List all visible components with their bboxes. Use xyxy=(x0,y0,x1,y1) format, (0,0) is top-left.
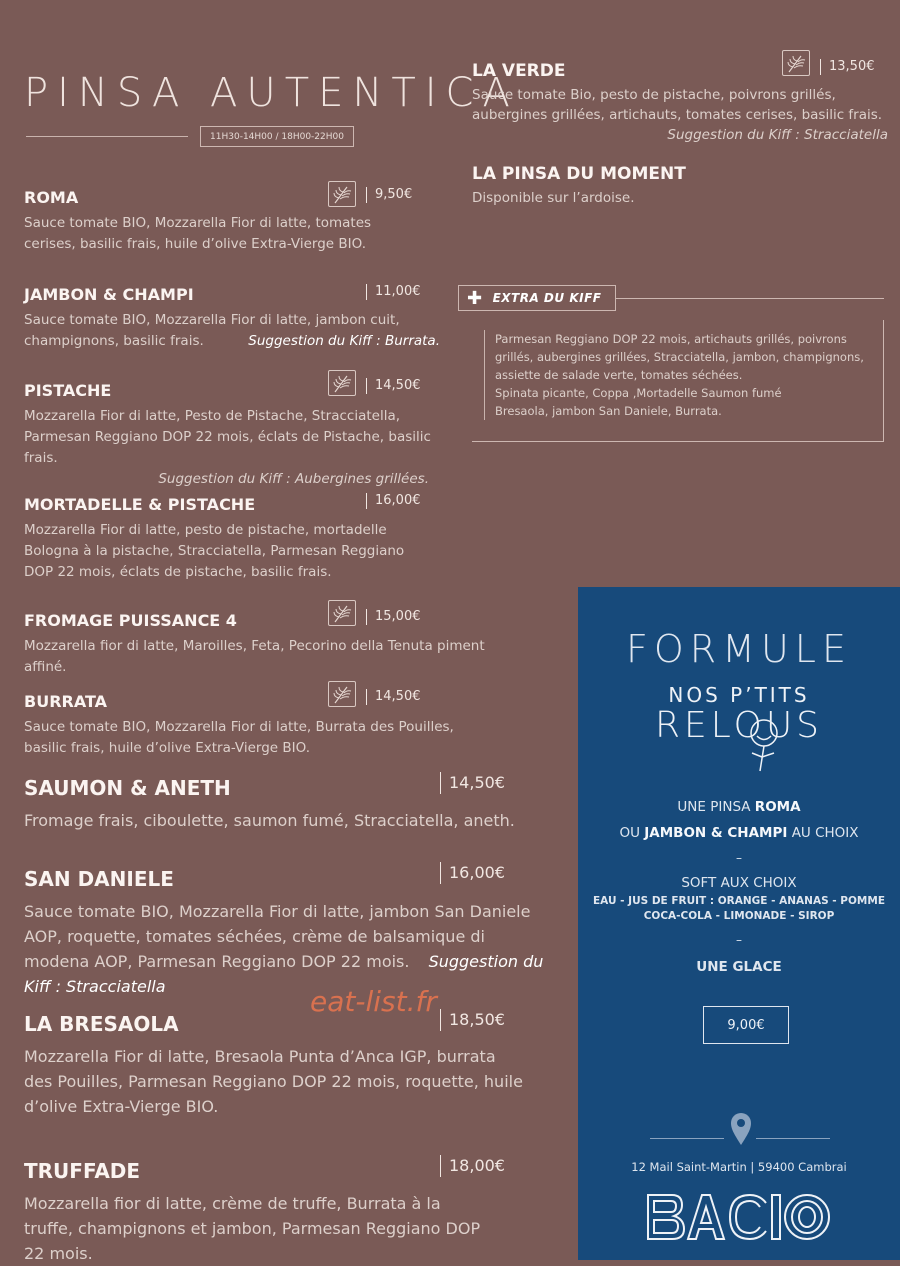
formule-separator: – xyxy=(736,851,742,865)
menu-item-pistache xyxy=(24,381,544,490)
item-desc: Sauce tomate Bio, pesto de pistache, poivrons grillés, aubergines grillées, artichauts, tomates cerises, basilic frais. xyxy=(472,87,883,123)
formule-glace: UNE GLACE xyxy=(696,959,782,975)
menu-item-burrata xyxy=(24,692,544,759)
menu-item-pinsa-du-moment xyxy=(472,164,888,208)
veggie-leaf-icon xyxy=(328,600,356,626)
item-price: 9,50€ xyxy=(366,187,412,203)
formule-line-choice xyxy=(578,825,900,841)
formule-title: FORMULE xyxy=(626,627,852,671)
item-name: LA PINSA DU MOMENT xyxy=(472,164,686,184)
item-price: 14,50€ xyxy=(440,772,505,794)
veggie-leaf-icon xyxy=(328,681,356,707)
page-title: PINSA AUTENTICA xyxy=(24,70,519,116)
bacio-logo xyxy=(644,1191,834,1243)
brand-text: BACIO xyxy=(644,1191,648,1192)
menu-item-fromage-puissance-4 xyxy=(24,611,544,678)
formule-subtitle-top: NOS P’TITS xyxy=(668,683,810,707)
item-name: MORTADELLE & PISTACHE xyxy=(24,495,256,514)
formule-price: 9,00€ xyxy=(703,1006,789,1044)
item-price: 14,50€ xyxy=(366,689,421,705)
item-name: BURRATA xyxy=(24,692,108,711)
formule-subtitle-bottom: RELOUS xyxy=(654,705,824,746)
item-desc-block xyxy=(24,899,554,999)
item-suggestion: Suggestion du Kiff : Stracciatella xyxy=(24,952,544,996)
veggie-leaf-icon xyxy=(328,370,356,396)
item-suggestion: Suggestion du Kiff : Aubergines grillées. xyxy=(158,471,429,487)
item-desc: Mozzarella fior di latte, Maroilles, Feta, Pecorino della Tenuta piment affiné. xyxy=(24,638,485,675)
list-item: Bresaola, jambon San Daniele, Burrata. xyxy=(484,402,874,420)
menu-item-san-daniele xyxy=(24,867,544,999)
item-name: LA BRESAOLA xyxy=(24,1012,179,1036)
item-desc-block xyxy=(24,310,444,352)
formule-drinks-2: COCA-COLA - LIMONADE - SIROP xyxy=(643,910,835,922)
veggie-leaf-icon xyxy=(328,181,356,207)
item-name: LA VERDE xyxy=(472,61,566,81)
extra-list xyxy=(484,330,874,420)
veggie-leaf-icon xyxy=(782,50,810,76)
smiley-icon xyxy=(744,715,784,773)
item-price: 16,00€ xyxy=(366,493,421,509)
item-desc: Disponible sur l’ardoise. xyxy=(472,190,635,206)
item-desc: Sauce tomate BIO, Mozzarella Fior di latte, tomates cerises, basilic frais, huile d’olive Extra-Vierge BIO. xyxy=(24,215,372,252)
formule-bold: ROMA xyxy=(754,799,801,815)
item-price: 11,00€ xyxy=(366,284,421,300)
formule-text: AU CHOIX xyxy=(787,825,859,841)
item-price: 16,00€ xyxy=(440,862,505,884)
address-divider-right xyxy=(756,1138,830,1139)
item-desc: Mozzarella Fior di latte, pesto de pistache, mortadelle Bologna à la pistache, Stracciatella, Parmesan Reggiano DOP 22 mois, éclats de pistache, basilic frais. xyxy=(24,522,405,580)
item-name: FROMAGE PUISSANCE 4 xyxy=(24,611,237,630)
menu-item-mortadelle-pistache xyxy=(24,495,544,583)
list-item: Parmesan Reggiano DOP 22 mois, artichauts grillés, poivrons grillés, aubergines grillées, Stracciatella, jambon, champignons, assiette de salade verte, tomates séchées. xyxy=(484,330,874,384)
extra-title: EXTRA DU KIFF xyxy=(492,291,602,305)
formule-bold: JAMBON & CHAMPI xyxy=(644,825,788,841)
address-divider-left xyxy=(650,1138,724,1139)
item-name: JAMBON & CHAMPI xyxy=(24,285,194,304)
address: 12 Mail Saint-Martin | 59400 Cambrai xyxy=(631,1160,847,1174)
item-price: 18,50€ xyxy=(440,1009,505,1031)
item-price: 14,50€ xyxy=(366,378,421,394)
extra-box xyxy=(472,320,884,442)
watermark: eat-list.fr xyxy=(310,985,437,1018)
item-name: SAN DANIELE xyxy=(24,867,174,891)
item-price: 18,00€ xyxy=(440,1155,505,1177)
item-name: TRUFFADE xyxy=(24,1159,141,1183)
extra-section-tag xyxy=(458,285,616,311)
plus-icon: ✚ xyxy=(467,287,483,309)
item-suggestion: Suggestion du Kiff : Stracciatella xyxy=(667,127,888,143)
item-desc: Fromage frais, ciboulette, saumon fumé, Stracciatella, aneth. xyxy=(24,811,515,830)
location-pin-icon xyxy=(730,1112,752,1146)
item-desc: Mozzarella fior di latte, crème de truffe, Burrata à la truffe, champignons et jambon, Parmesan Reggiano DOP 22 mois. xyxy=(24,1194,481,1263)
item-desc: Mozzarella Fior di latte, Bresaola Punta d’Anca IGP, burrata des Pouilles, Parmesan Reggiano DOP 22 mois, roquette, huile d’olive Extra-Vierge BIO. xyxy=(24,1047,523,1116)
item-desc: Sauce tomate BIO, Mozzarella Fior di latte, Burrata des Pouilles, basilic frais, huile d’olive Extra-Vierge BIO. xyxy=(24,719,454,756)
formule-text: UNE PINSA xyxy=(677,799,755,815)
item-name: ROMA xyxy=(24,188,79,207)
item-name: PISTACHE xyxy=(24,381,112,400)
formule-panel xyxy=(578,587,900,1260)
item-suggestion: Suggestion du Kiff : Burrata. xyxy=(248,333,440,349)
item-price: 15,00€ xyxy=(366,609,421,625)
formule-line-pinsa xyxy=(578,799,900,815)
formule-text: OU xyxy=(619,825,645,841)
title-divider xyxy=(26,136,188,137)
item-desc: Sauce tomate BIO, Mozzarella Fior di latte, jambon cuit, champignons, basilic frais. xyxy=(24,312,400,349)
formule-soft: SOFT AUX CHOIX xyxy=(681,875,797,891)
item-name: SAUMON & ANETH xyxy=(24,776,231,800)
item-desc: Sauce tomate BIO, Mozzarella Fior di latte, jambon San Daniele AOP, roquette, tomates séchées, crème de balsamique di modena AOP, Parmesan Reggiano DOP 22 mois. xyxy=(24,902,531,971)
formule-separator: – xyxy=(736,933,742,947)
formule-drinks-1: EAU - JUS DE FRUIT : ORANGE - ANANAS - POMME xyxy=(593,895,885,907)
item-price: 13,50€ xyxy=(820,59,875,75)
opening-hours: 11H30-14H00 / 18H00-22H00 xyxy=(200,126,354,147)
item-desc: Mozzarella Fior di latte, Pesto de Pistache, Stracciatella, Parmesan Reggiano DOP 22 mois, éclats de Pistache, basilic frais. xyxy=(24,408,431,466)
menu-item-roma xyxy=(24,188,544,255)
list-item: Spinata picante, Coppa ,Mortadelle Saumon fumé xyxy=(484,384,874,402)
